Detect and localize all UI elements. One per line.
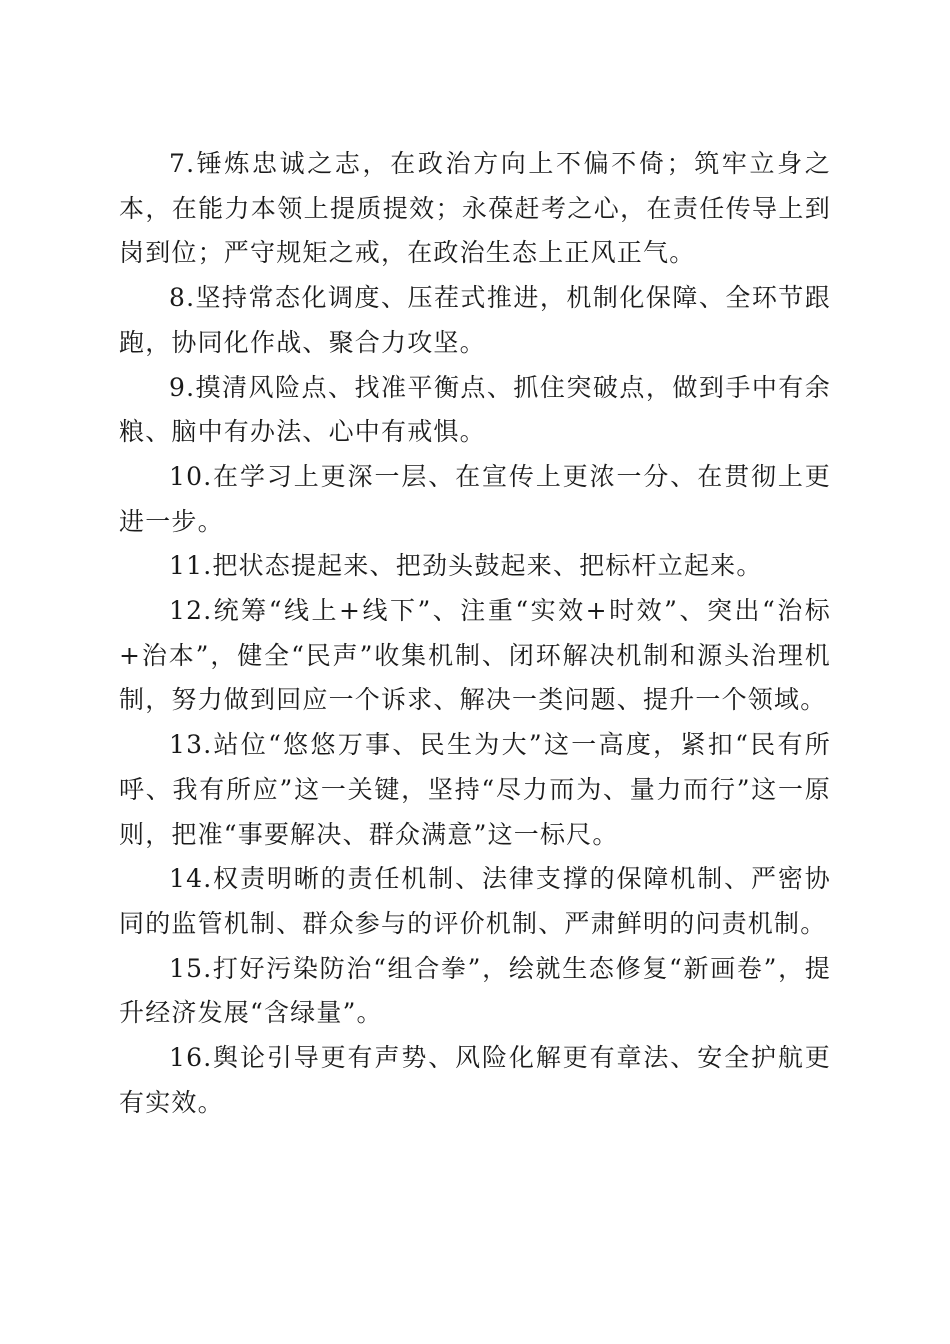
paragraph-7: 7.锤炼忠诚之志，在政治方向上不偏不倚；筑牢立身之本，在能力本领上提质提效；永葆赶考之心，在责任传导上到岗到位；严守规矩之戒，在政治生态上正风正气。 bbox=[119, 149, 831, 268]
paragraph-8: 8.坚持常态化调度、压茬式推进，机制化保障、全环节跟跑，协同化作战、聚合力攻坚。 bbox=[119, 283, 831, 357]
paragraph-10: 10.在学习上更深一层、在宣传上更浓一分、在贯彻上更进一步。 bbox=[119, 461, 831, 536]
document-page bbox=[119, 142, 831, 1125]
paragraph-14: 14.权责明晰的责任机制、法律支撑的保障机制、严密协同的监管机制、群众参与的评价机制、严肃鲜明的问责机制。 bbox=[119, 864, 831, 938]
paragraph-12: 12.统筹“线上+线下”、注重“实效+时效”、突出“治标+治本”，健全“民声”收集机制、闭环解决机制和源头治理机制，努力做到回应一个诉求、解决一类问题、提升一个领域。 bbox=[119, 596, 831, 715]
paragraph-9: 9.摸清风险点、找准平衡点、抓住突破点，做到手中有余粮、脑中有办法、心中有戒惧。 bbox=[119, 372, 831, 447]
paragraph-15: 15.打好污染防治“组合拳”，绘就生态修复“新画卷”，提升经济发展“含绿量”。 bbox=[119, 953, 831, 1028]
paragraph-13: 13.站位“悠悠万事、民生为大”这一高度，紧扣“民有所呼、我有所应”这一关键，坚持“尽力而为、量力而行”这一原则，把准“事要解决、群众满意”这一标尺。 bbox=[119, 730, 831, 849]
paragraph-16: 16.舆论引导更有声势、风险化解更有章法、安全护航更有实效。 bbox=[119, 1043, 831, 1117]
paragraph-11: 11.把状态提起来、把劲头鼓起来、把标杆立起来。 bbox=[169, 551, 763, 581]
